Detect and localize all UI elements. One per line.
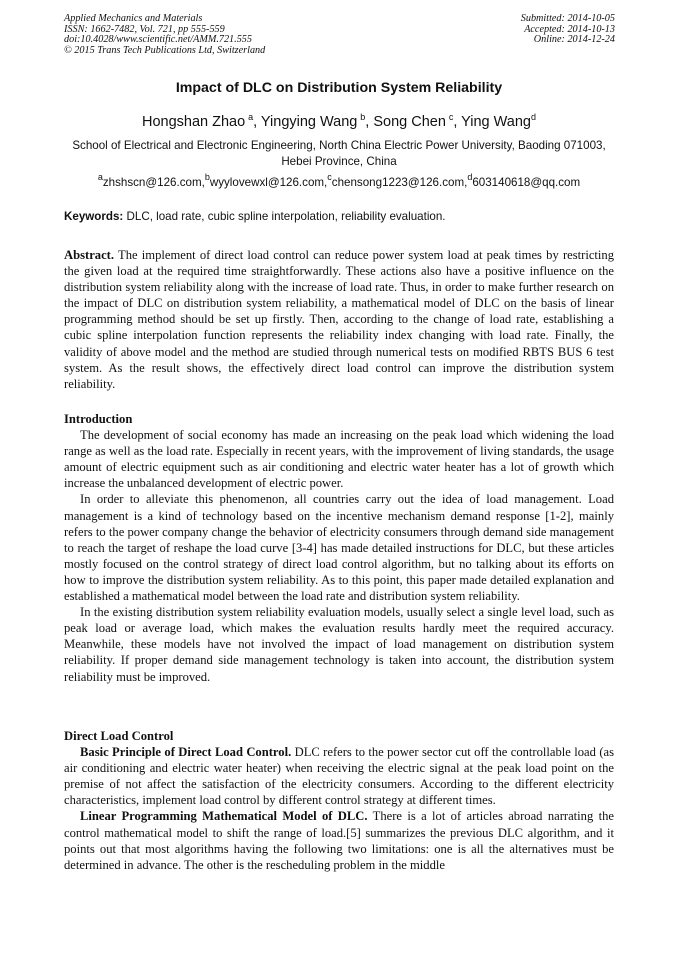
- affiliation: School of Electrical and Electronic Engineering, North China Electric Power University, Baoding 071003, Hebei Province, China: [72, 139, 606, 168]
- keywords-text: DLC, load rate, cubic spline interpolation, reliability evaluation.: [126, 210, 446, 223]
- direct-load-control-section: [64, 728, 614, 873]
- keywords: [64, 210, 614, 223]
- publication-dates: [521, 14, 615, 46]
- abstract-label: Abstract.: [64, 248, 115, 262]
- journal-issn: ISSN: 1662-7482, Vol. 721, pp 555-559: [64, 23, 225, 35]
- subsection-heading: Basic Principle of Direct Load Control.: [80, 745, 292, 760]
- email-link[interactable]: 603140618@qq.com: [472, 176, 581, 189]
- email-link[interactable]: wyylovewxl@126.com,: [209, 176, 328, 189]
- author-name: Hongshan Zhao: [142, 114, 246, 130]
- online-date: Online: 2014-12-24: [533, 34, 615, 46]
- author-name: Yingying Wang: [260, 114, 358, 130]
- direct-load-control-heading: Direct Load Control: [64, 729, 174, 743]
- journal-copyright: © 2015 Trans Tech Publications Ltd, Switzerland: [64, 44, 266, 56]
- accepted-date: Accepted: 2014-10-13: [524, 23, 615, 35]
- subsection-heading: Linear Programming Mathematical Model of DLC.: [80, 809, 368, 824]
- author-sup: b: [360, 112, 366, 122]
- paragraph: The development of social economy has made an increasing on the peak load which widening the load range as well as the load rate. Especially in recent years, with the improvement of living standards, the usage amount of electric equipment such as air conditioning and electric water heater has a lot of growth which increase the unbalanced development of electric power.: [64, 428, 614, 491]
- author-name: Song Chen: [373, 114, 446, 130]
- author-name: Ying Wang: [461, 114, 531, 130]
- paragraph: In the existing distribution system reliability evaluation models, usually select a single level load, such as peak load or average load, which makes the evaluation results hardly meet the required accuracy. Meanwhile, these models have not involved the impact of load management on distribution system reliability. If proper demand side management technology is taken into account, the distribution system reliability must be improved.: [64, 605, 614, 684]
- abstract-text: The implement of direct load control can reduce power system load at peak times by restricting the given load at the required time straightforwardly. These actions also have a positive influence on the distribution system reliability along with the increase of load rate. Thus, in order to make further research on the impact of DLC on distribution system reliability, a mathematical model of DLC on the basis of linear programming method should be set up firstly. Then, according to the change of load rate, establishing a cubic spline interpolation function represents the reliability index changing with load rate. Finally, the validity of above model and the method are studied through numerical tests on modified RBTS BUS 6 test system. As the result shows, the effectively direct load control can improve the distribution system reliability.: [64, 248, 614, 391]
- paragraph: Basic Principle of Direct Load Control. DLC refers to the power sector cut off the controllable load (as air conditioning and electric water heater) when receiving the electric signal at the peak load point on the premise of not affect the satisfaction of the electricity consumers. According to the different electricity characteristics, implement load control by different control strategy at different times.: [64, 745, 615, 808]
- paper-title: Impact of DLC on Distribution System Reliability: [175, 80, 503, 96]
- journal-name: Applied Mechanics and Materials: [64, 13, 203, 24]
- keywords-label: Keywords:: [64, 210, 124, 223]
- author-sup: a: [248, 112, 254, 122]
- introduction-section: [64, 411, 614, 685]
- author-sup: c: [448, 112, 454, 122]
- introduction-heading: Introduction: [64, 412, 133, 426]
- email-link[interactable]: chensong1223@126.com,: [331, 176, 468, 189]
- journal-header: [64, 14, 265, 56]
- journal-doi: doi:10.4028/www.scientific.net/AMM.721.555: [64, 34, 252, 46]
- email-link[interactable]: zhshscn@126.com,: [102, 176, 205, 189]
- author-sup: d: [530, 112, 536, 122]
- paragraph: In order to alleviate this phenomenon, all countries carry out the idea of load management. Load management is a kind of technology based on the incentive mechanism demand response [1-2], mainly refers to the power company change the behavior of electricity consumers through demand side management to reach the target of reshape the load curve [3-4] has made detailed instructions for DLC, but these articles mostly focused on the control strategy of direct load control algorithm, but no talking about its efforts on how to improve the distribution system reliability. As to this point, this paper made detailed explanation and established a mathematical model between the load rate and distribution system reliability.: [64, 492, 614, 604]
- email-list: $^a$zhshscn@126.com,$^b$wyylovewxl@126.com,$^c$chensong1223@126.com,$^d$603140618@qq.com: [97, 172, 581, 189]
- submitted-date: Submitted: 2014-10-05: [520, 13, 615, 24]
- paragraph: Linear Programming Mathematical Model of DLC. There is a lot of articles abroad narrating the control mathematical model to shift the range of load.[5] summarizes the previous DLC algorithm, and it points out that most algorithms having the following two limitations: one is all the alternatives must be determined in advance. The other is the rescheduling problem in the middle: [64, 809, 615, 872]
- author-list: Hongshan Zhao $^a$, Yingying Wang $^b$, Song Chen $^c$, Ying Wang$^d$: [142, 112, 536, 130]
- abstract: [64, 247, 614, 392]
